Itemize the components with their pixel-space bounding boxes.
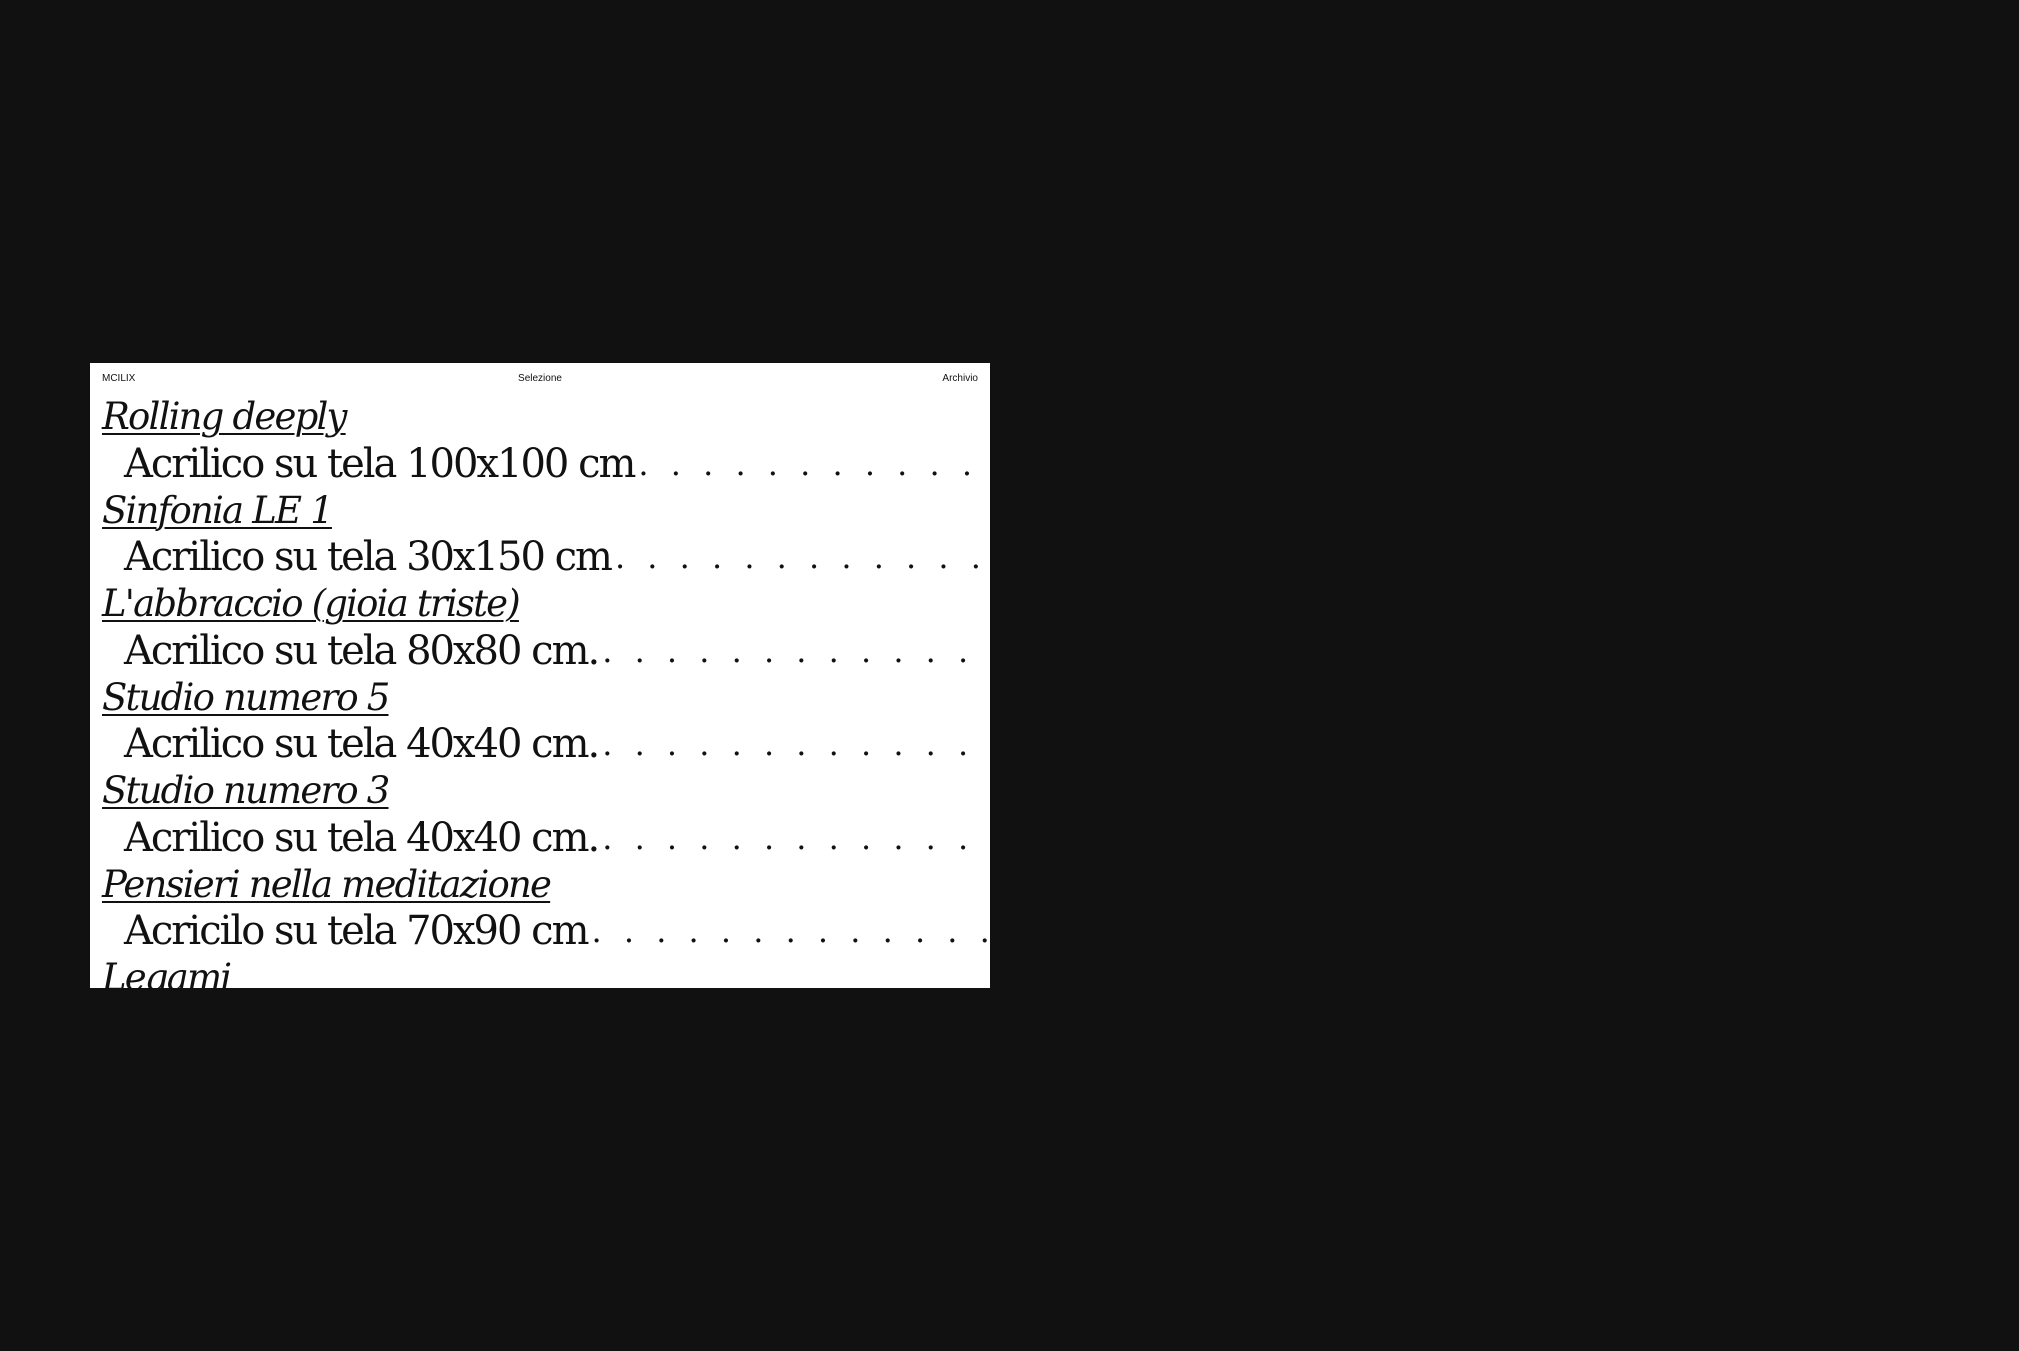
nav-archivio-link[interactable]: Archivio (942, 373, 978, 384)
work-detail-row (124, 534, 1996, 581)
work-title-link[interactable]: Rolling deeply (102, 395, 346, 438)
works-list (90, 393, 2019, 1048)
work-medium: Acrilico su tela 80x80 cm. (124, 627, 599, 674)
dot-leader: . . . . . . . . . . . . . . . . . . . . . . . . . . . . . . . . . . . . . . . . (602, 725, 1880, 763)
work-year: 2022 (1904, 535, 1996, 579)
work-detail-row (124, 814, 1983, 861)
work-title-link[interactable]: Studio numero 5 (102, 675, 389, 719)
work-medium: Acrilico su tela 100x100 cm (124, 440, 635, 487)
work-item (90, 674, 1983, 768)
work-title-link[interactable]: Sinfonia LE 1 (102, 488, 332, 532)
work-item (90, 954, 990, 1048)
work-year: 2022 (1891, 628, 1983, 673)
work-detail-row (124, 440, 2019, 487)
website-viewport (90, 363, 2019, 999)
work-item (90, 487, 1996, 581)
work-medium: Acrilico su tela 40x40 cm. (124, 814, 599, 861)
work-detail-row (124, 908, 1972, 955)
work-medium: Acrilico su tela 30x150 cm (124, 534, 611, 580)
work-title-link[interactable]: Studio numero 3 (102, 769, 389, 812)
dot-leader: . . . . . . . . . . . . . . . . . . . . . . . . . . . . . . . . . . . . . . . . (638, 444, 1916, 483)
work-year: 2021 (1891, 815, 1983, 860)
dot-leader: . . . . . . . . . . . . . . . . . . . . . . . . . . . . . . . . . . . . . . . . (602, 818, 1880, 857)
work-title-link[interactable]: Pensieri nella meditazione (102, 862, 551, 906)
dot-leader: . . . . . . . . . . . . . . . . . . . . . . . . . . . . . . . . . . . . . . . . (614, 538, 1893, 576)
work-year: 2021 (1891, 722, 1983, 766)
dot-leader: . . . . . . . . . . . . . . . . . . . . . . . . . . . . . . . . . . . . . . . . (602, 631, 1880, 670)
work-item (90, 393, 2019, 487)
nav-selezione-link[interactable]: Selezione (518, 373, 562, 384)
work-title-link[interactable]: L'abbraccio (gioia triste) (102, 582, 519, 625)
work-title-link[interactable]: Legami (102, 956, 231, 999)
work-item (90, 767, 1983, 861)
brand-link[interactable]: MCILIX (102, 373, 136, 384)
work-year: 2023 (1927, 441, 2019, 486)
work-medium: Acricilo su tela 70x90 cm (124, 908, 588, 954)
dot-leader: . . . . . . . . . . . . . . . . . . . . . . . . . . . . . . . . . . . . . . . . (591, 912, 1870, 950)
work-item (90, 861, 1972, 955)
work-detail-row (124, 721, 1983, 768)
work-year: 2020 (1881, 909, 1972, 953)
work-detail-row (124, 627, 1983, 674)
work-medium: Acrilico su tela 40x40 cm. (124, 721, 599, 767)
top-navigation (90, 363, 990, 393)
work-item (90, 580, 1983, 674)
